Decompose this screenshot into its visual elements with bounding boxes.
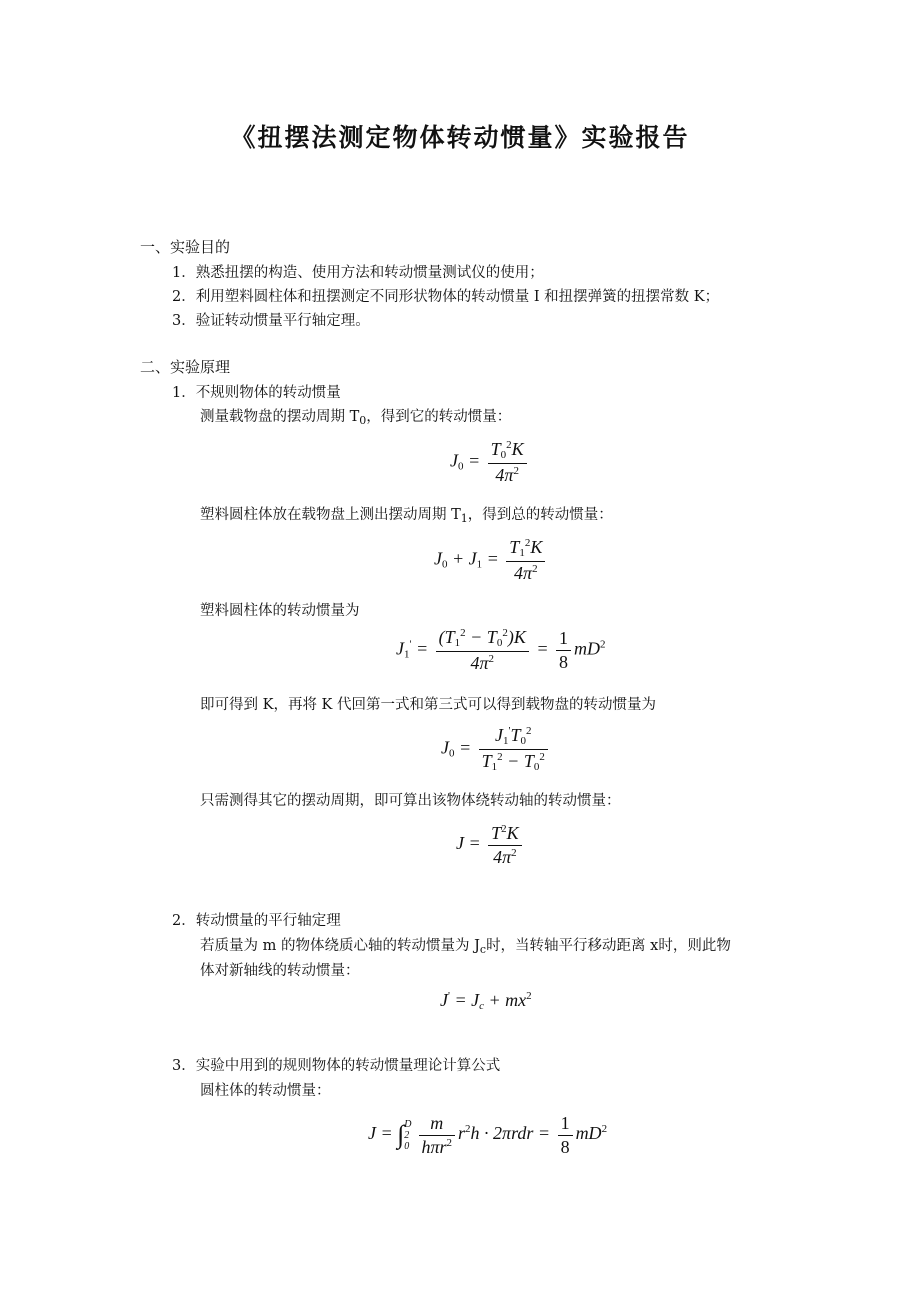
page-title: 《扭摆法测定物体转动惯量》实验报告 [230,123,690,152]
text-line: 若质量为 m 的物体绕质心轴的转动惯量为 $J_c$时，当转轴平行移动距离 x时，则此物 [200,938,731,956]
text-line: 只需测得其它的摆动周期，即可算出该物体绕转动轴的转动惯量： [200,793,621,809]
formula-cylinder: J = ∫ D 2 0 $\frac{m}{h\pi r^2}$ $r^2h \cdot 2\pi rdr$ = $\frac{1}{8}$ $mD^2$ [368,1113,608,1157]
section-heading-principle: 二、实验原理 [140,358,231,376]
subsection-title-1: 1．不规则物体的转动惯量 [172,385,341,401]
text-line: 塑料圆柱体放在载物盘上测出摆动周期 $T_1$，得到总的转动惯量： [200,507,613,525]
text-line: 塑料圆柱体的转动惯量为 [200,603,360,619]
formula-j0-derived: $J_0$ = $\frac{J_1'T_0^2}{T_1^2 - T_0^2}$ [441,724,551,775]
text-line: 测量载物盘的摆动周期 $T_0$，得到它的转动惯量： [200,409,512,427]
text-line: 即可得到 K，再将 K 代回第一式和第三式可以得到载物盘的转动惯量为 [200,697,656,713]
formula-j1-prime: $J_1'$ = $\frac{(T_1^2 - T_0^2)K}{4\pi^2}$ = $\frac{1}{8}$ $mD^2$ [396,627,606,673]
purpose-item-2: 2．利用塑料圆柱体和扭摆测定不同形状物体的转动惯量 I 和扭摆弹簧的扭摆常数 K； [172,289,720,305]
purpose-item-3: 3．验证转动惯量平行轴定理。 [172,313,370,329]
text-line: 体对新轴线的转动惯量： [200,963,360,979]
section-heading-purpose: 一、实验目的 [140,238,231,256]
purpose-item-1: 1．熟悉扭摆的构造、使用方法和转动惯量测试仪的使用； [172,265,544,281]
text-line: 圆柱体的转动惯量： [200,1083,331,1099]
formula-j: J = $\frac{T^2K}{4\pi^2}$ [456,822,525,868]
formula-parallel-axis: $J' = J_c + mx^2$ [440,990,532,1012]
subsection-title-2: 2．转动惯量的平行轴定理 [172,913,341,929]
formula-j0: $J_0$ = $\frac{T_0^2K}{4\pi^2}$ [450,438,530,486]
subsection-title-3: 3．实验中用到的规则物体的转动惯量理论计算公式 [172,1058,501,1074]
formula-total: $J_0 + J_1$ = $\frac{T_1^2K}{4\pi^2}$ [434,536,548,584]
